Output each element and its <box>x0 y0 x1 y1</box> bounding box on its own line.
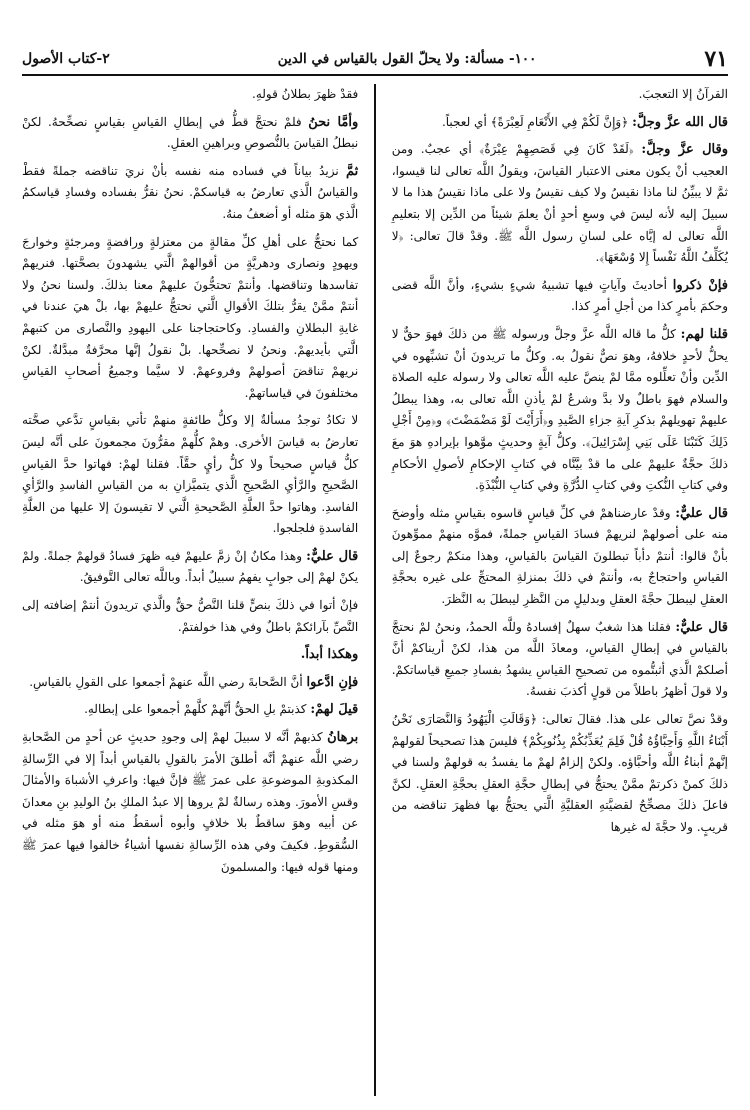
paragraph-text: ﴿وَإِنَّ لَكُمْ فِي الأَنْعَامِ لَعِبْرَةً﴾ أي لعجباً. <box>441 114 629 129</box>
paragraph <box>392 324 728 497</box>
paragraph <box>22 112 358 155</box>
paragraph-text: كذبهمْ أنَّه لا سبيلَ لهمْ إلى وجودِ حديثٍ عن أحدٍ من الصَّحابةِ رضي اللَّه عنهمْ أنَّه أطلقَ الأمرَ بالقولِ بالقياسِ أبداً إلا في الرِّسالةِ المكذوبةِ الموضوعةِ على عمرَ ﷺ فإنَّ فيها: واعرفِ الأشباهَ والأمثالَ وقسِ الأمورَ. وهذه رسالةٌ لمْ يروها إلا عبدُ الملكِ بنُ الوليدِ بنِ معدانَ عن أبيه وهوَ ساقطٌ بلا خلافٍ وأبوه أسقطُ منه أو هوَ مثله في السُّقوطِ. فكيفَ وفي هذه الرِّسالةِ نفسها أشياءُ خالفوا فيها عمرَ ﷺ ومنها قوله فيها: والمسلمونَ <box>22 730 359 874</box>
paragraph-lead: فإنْ ذكروا <box>672 277 728 293</box>
paragraph-text: وهذا مكانٌ إنْ زمَّ عليهمْ فيه ظهرَ فسادُ قولهمْ جملةً. ولمْ يكنْ لهمْ إلى جوابٍ يفهمُ سبيلٌ أبداً. وباللَّه تعالى التَّوفيقُ. <box>22 548 359 585</box>
paragraph-lead: برهانُ <box>327 730 359 746</box>
page-header <box>22 44 728 76</box>
paragraph-text: كما نحتجُّ على أهلِ كلِّ مقالةٍ من معتزلةٍ ورافضةٍ ومرجئةٍ وخوارجَ ويهودٍ ونصارى ودهريَّةٍ من أقوالهمْ الَّتي يشهدونَ بصحَّتها. فنريهمْ تفاسدها وتناقضها. وأنتمْ تحتجُّونَ عليهمْ معنا بذلكَ. ولسنا نحنُ ولا أنتمْ ممَّنْ يقرُّ بتلكَ الأقوالِ الَّتي نحتجُّ عليهمْ بها، بلْ هيَ عندنا في غايةِ البطلانِ والفسادِ. وكاحتجاجنا على اليهودِ والنَّصارى من كتبهمْ الَّتي بأيديهمْ. ونحنُ لا نصحِّحها. بلْ نقولُ إنَّها محرَّفةٌ مبدَّلةٌ. لكنْ نريهمْ تناقضَ أصولهمْ وفروعهمْ. لا سيَّما وجميعُ أصحابِ القياسِ مختلفونَ في قياساتهمْ. <box>22 234 359 400</box>
paragraph <box>22 644 358 666</box>
paragraph-text: أنَّ الصَّحابةَ رضي اللَّه عنهمْ أجمعوا على القولِ بالقياسِ. <box>29 674 303 689</box>
paragraph <box>392 139 728 269</box>
paragraph <box>22 410 358 540</box>
paragraph-text: أحاديثَ وآياتٍ فيها تشبيهُ شيءٍ بشيءٍ، وأنَّ اللَّه قضى وحكمَ بأمرٍ كذا من أجلِ أمرٍ كذا. <box>391 277 728 314</box>
paragraph <box>392 112 728 134</box>
paragraph-lead: قال عليٌّ: <box>675 619 728 635</box>
paragraph <box>22 84 358 106</box>
right-column <box>384 84 728 1096</box>
paragraph-lead: قال الله عزَّ وجلَّ: <box>632 114 728 130</box>
paragraph-lead: قال عليٌّ: <box>306 548 359 564</box>
paragraph-text: وقدْ نصَّ تعالى على هذا. فقالَ تعالى: ﴿وَقَالَتِ الْيَهُودُ وَالنَّصَارَى نَحْنُ أَبْنَاءُ اللَّهِ وَأَحِبَّاؤُهُ قُلْ فَلِمَ يُعَذِّبُكُمْ بِذُنُوبِكُمْ﴾ فليسَ هذا تصحيحاً لقولهمْ إنَّهمْ أبناءُ اللَّه وأحبَّاؤه. ولكنْ إلزامٌ لهمْ ما يفسدُ به قولهمْ ولسنا في ذلكَ كمنْ ذكرتمْ ممَّنْ يحتجُّ في إبطالِ حجَّةِ العقلِ بحجَّةِ العقلِ. لكنَّ فاعلَ ذلكَ مصحِّحٌ لقضيَّتهِ العقليَّةِ الَّتي يحتجُّ بها فظهرَ تناقضه من قريبٍ. ولا حجَّةَ له غيرها <box>391 712 728 834</box>
paragraph <box>22 595 358 638</box>
paragraph <box>22 546 358 589</box>
paragraph <box>392 275 728 318</box>
paragraph <box>22 672 358 694</box>
paragraph <box>22 232 358 405</box>
paragraph <box>22 161 358 226</box>
paragraph <box>22 727 358 878</box>
paragraph-lead: قيلَ لهمْ: <box>310 702 359 718</box>
paragraph <box>392 503 728 611</box>
paragraph-lead: وقال عزَّ وجلَّ: <box>641 142 728 158</box>
paragraph-text: فلمْ نحتجَّ قطُّ في إبطالِ القياسِ بقياسٍ نصحِّحهُ. لكنْ نبطلُ القياسَ بالنُّصوصِ وبراهينِ العقلِ. <box>22 114 359 151</box>
page-number: ٧١ <box>704 46 728 72</box>
paragraph-text: كلُّ ما قاله اللَّه عزَّ وجلَّ ورسوله ﷺ من ذلكَ فهوَ حقٌّ لا يحلُّ لأحدٍ خلافهُ، وهوَ نصٌّ نقولُ به. وكلُّ ما تريدونَ أنْ تشبِّهوه في الدِّين وأنْ تعلِّلوه ممَّا لمْ ينصَّ عليه اللَّه تعالى ولا رسوله عليه الصلاة والسلام فهوَ باطلٌ ولا بدَّ وشرعٌ لمْ يأذنِ اللَّه تعالى به، وهذا يبطلُ عليهمْ تهويلهمْ بذكرِ آيةِ جزاءِ الصَّيدِ و﴿أَرَأَيْتَ لَوْ مَضْمَضْتَ﴾ و﴿مِنْ أَجْلِ ذَلِكَ كَتَبْنَا عَلَى بَنِي إِسْرَائِيلَ﴾. وكلُّ آيةٍ وحديثٍ موَّهوا بإيرادهِ هوَ معَ ذلكَ حجَّةٌ عليهمْ على ما قدْ بيَّنَّاه في كتابِ الإحكامِ لأصولِ الأحكامِ وفي كتابِ النُّكتِ وفي كتابِ الدُّرَّةِ وفي كتابِ النُّبْذَةِ. <box>391 326 728 493</box>
paragraph-lead: قلنا لهم: <box>680 326 728 342</box>
paragraph <box>22 699 358 721</box>
paragraph-text: كذبتمْ بلِ الحقُّ أنَّهمْ كلَّهمْ أجمعوا على إبطالهِ. <box>84 702 307 717</box>
paragraph-lead: قال عليٌّ: <box>675 505 728 521</box>
book-title: ٢-كتاب الأصول <box>22 51 110 67</box>
column-divider <box>374 84 375 1096</box>
text-columns <box>22 84 728 1096</box>
paragraph-lead: وأمَّا نحنُ <box>308 114 359 130</box>
paragraph-text: فإنْ أتوا في ذلكَ بنصٍّ قلنا النَّصُّ حقٌّ والَّذي تريدونَ أنتمْ إضافته إلى النَّصِّ بآرائكمْ باطلٌ وفي هذا خولفتمْ. <box>22 598 359 634</box>
paragraph-text: فقدْ ظهرَ بطلانُ قولهِ. <box>252 87 359 101</box>
paragraph-text: نزيدُ بياناً في فساده منه نفسه بأنْ نريَ تناقضه جملةً فقطْ والقياسُ الَّذي تعارضُ به قياسكمْ. نحنُ نقرُّ بفساده وفسادِ قياسكمُ الَّذي هوَ مثله أو أضعفُ منهُ. <box>22 163 359 221</box>
paragraph <box>392 709 728 839</box>
paragraph-lead: وهكذا أبداً. <box>300 647 359 663</box>
left-column <box>22 84 366 1096</box>
paragraph-text: وقدْ عارضناهمْ في كلِّ قياسٍ قاسوه بقياسٍ مثله وأوضحَ منه على أصولهمْ لنريهمْ فسادَ القياسِ جملةً، فموَّه منهمْ مموِّهونَ بأنْ قالوا: أنتمْ دأباً تبطلونَ القياسَ بالقياسِ، وهذا منكمْ رجوعٌ إلى القياسِ واحتجاجٌ به، وأنتمْ في ذلكَ بمنزلةِ المحتجِّ على غيره بحجَّةِ العقلِ ليبطلَ حجَّةَ العقلِ وبدليلٍ من النَّظرِ ليبطلَ به النَّظرَ. <box>391 505 728 607</box>
paragraph-text: فقلنا هذا شغبٌ سهلٌ إفسادهُ وللَّه الحمدُ، ونحنُ لمْ نحتجَّ بالقياسِ في إبطالِ القياسِ، ومعاذَ اللَّه من هذا، لكنْ أريناكمْ أنَّ أصلكمْ الَّذي أثبتُّموه من تصحيحِ القياسِ يشهدُ بفسادِ جميعِ قياساتكمْ. ولا قولَ أظهرُ باطلاً من قولٍ أكذبَ نفسهُ. <box>391 619 728 699</box>
paragraph-text: القرآنُ إلا التعجبَ. <box>638 87 728 101</box>
paragraph <box>392 84 728 106</box>
chapter-title: ١٠٠- مسألة: ولا يحلّ القول بالقياس في الدين <box>277 51 537 67</box>
paragraph-lead: فإنِ ادَّعوا <box>306 674 359 690</box>
paragraph-lead: ثمَّ <box>345 163 359 179</box>
paragraph-text: ﴿لَقَدْ كَانَ فِي قَصَصِهِمْ عِبْرَةٌ﴾ أي عجبٌ. ومن العجيب أنْ يكون معنى الاعتبار القياسَ، ويقولُ اللَّه تعالى لنا قيسوا، ثمَّ لا يبيِّنُ لنا ماذا نقيسُ ولا كيف نقيسُ ولا على ماذا نقيسُ هذا ما لا سبيلَ إليه لأنه ليسَ في وسعِ أحدٍ أنْ يعلمَ شيئاً من الدِّين إلا بتعليمِ اللَّه تعالى له إيَّاه على لسانِ رسول اللَّه ﷺ. وقدْ قالَ تعالى: ﴿لا يُكَلِّفُ اللَّهُ نَفْساً إِلا وُسْعَهَا﴾. <box>391 142 728 265</box>
paragraph <box>392 617 728 703</box>
paragraph-text: لا تكادُ توجدُ مسألةٌ إلا وكلُّ طائفةٍ منهمْ تأتي بقياسٍ تدَّعي صحَّته تعارضُ به قياسَ الأخرى. وهمْ كلُّهمْ مقرُّونَ مجمعونَ على أنَّه ليسَ كلُّ قياسٍ صحيحاً ولا كلُّ رأيٍ حقَّاً. فقلنا لهمْ: فهاتوا حدَّ القياسِ الصَّحيحِ والرَّأيِ الصَّحيحِ الَّذي يتميَّزانِ به من القياسِ الفاسدِ والرَّأيِ الفاسدِ. وهاتوا حدَّ العلَّةِ الصَّحيحةِ الَّتي لا تقيسونَ إلا عليها من العلَّةِ الفاسدةِ فلجلجوا. <box>22 413 359 536</box>
